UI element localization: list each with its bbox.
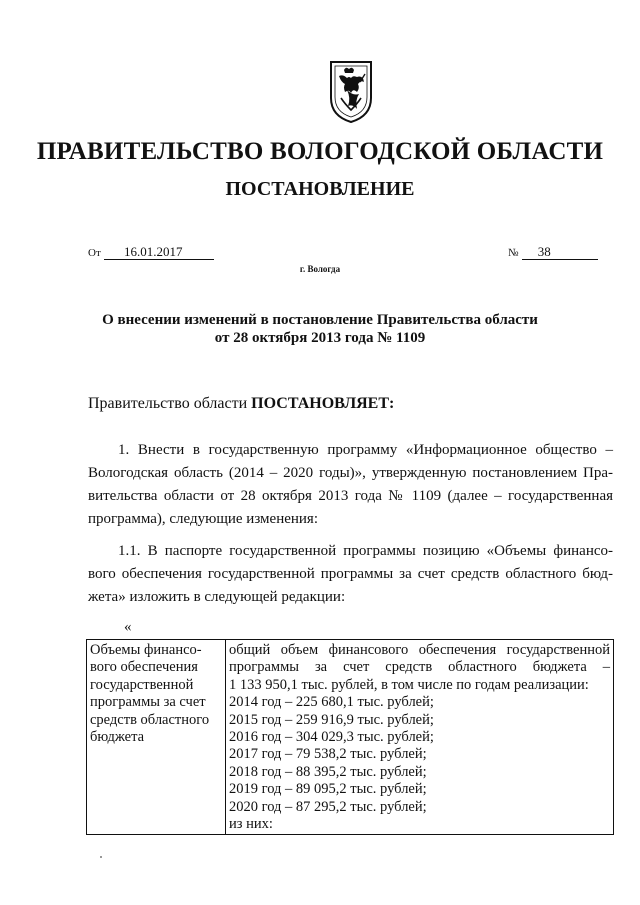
cell-line: 2014 год – 225 680,1 тыс. рублей; bbox=[229, 694, 434, 711]
position-cell bbox=[87, 640, 226, 835]
cell-line: общий объем финансового обеспечения государственной bbox=[229, 642, 610, 658]
text-line: 1. Внести в государственную программу «Информационное общество – bbox=[118, 442, 613, 458]
cell-line: вого обеспечения bbox=[90, 659, 198, 676]
document-heading bbox=[0, 311, 640, 347]
cell-line: 2017 год – 79 538,2 тыс. рублей; bbox=[229, 746, 427, 763]
text-line: 1.1. В паспорте государственной программы позицию «Объемы финансо- bbox=[118, 543, 613, 559]
date-line bbox=[88, 244, 214, 260]
government-title: ПРАВИТЕЛЬСТВО ВОЛОГОДСКОЙ ОБЛАСТИ bbox=[36, 138, 604, 165]
text-line: вительства области от 28 октября 2013 года № 1109 (далее – государственная bbox=[88, 488, 613, 504]
decree-statement bbox=[88, 395, 394, 413]
date-label: От bbox=[88, 247, 101, 259]
number-line bbox=[508, 244, 598, 260]
cell-line: из них: bbox=[229, 816, 273, 833]
cell-line: программы за счет средств областного бюджета – bbox=[229, 659, 610, 676]
passport-table bbox=[86, 639, 614, 835]
cell-line: программы за счет bbox=[90, 694, 206, 711]
cell-line: 2016 год – 304 029,3 тыс. рублей; bbox=[229, 729, 434, 746]
text-line: программа), следующие изменения: bbox=[88, 511, 318, 527]
text-line: жета» изложить в следующей редакции: bbox=[88, 589, 346, 605]
document-type: ПОСТАНОВЛЕНИЕ bbox=[225, 178, 415, 200]
cell-line: 2015 год – 259 916,9 тыс. рублей; bbox=[229, 711, 434, 728]
number-label: № bbox=[508, 247, 519, 259]
value-cell bbox=[226, 640, 614, 835]
text-line: вого обеспечения государственной программы за счет средств областного бюд- bbox=[88, 566, 613, 582]
paragraph-1 bbox=[88, 439, 613, 531]
heading-line: О внесении изменений в постановление Правительства области bbox=[102, 312, 538, 328]
cell-line: 2018 год – 88 395,2 тыс. рублей; bbox=[229, 763, 427, 780]
cell-line: 2020 год – 87 295,2 тыс. рублей; bbox=[229, 798, 427, 815]
cell-line: средств областного bbox=[90, 711, 210, 728]
paragraph-1-1 bbox=[88, 540, 613, 609]
cell-line: бюджета bbox=[90, 729, 145, 746]
decree-prefix: Правительство области bbox=[88, 395, 248, 412]
decree-verb: ПОСТАНОВЛЯЕТ: bbox=[251, 395, 395, 412]
city-label: г. Вологда bbox=[299, 264, 341, 274]
document-number: 38 bbox=[522, 245, 598, 260]
cell-line: Объемы финансо- bbox=[90, 642, 202, 658]
cell-line: 1 133 950,1 тыс. рублей, в том числе по годам реализации: bbox=[229, 676, 589, 693]
vologda-coat-of-arms-icon bbox=[327, 60, 375, 124]
cell-line: государственной bbox=[90, 676, 194, 693]
opening-quote: « bbox=[124, 619, 132, 635]
heading-line: от 28 октября 2013 года № 1109 bbox=[214, 330, 426, 346]
cell-line: 2019 год – 89 095,2 тыс. рублей; bbox=[229, 781, 427, 798]
scan-speck bbox=[100, 856, 102, 858]
text-line: Вологодская область (2014 – 2020 годы)», утвержденную постановлением Пра- bbox=[88, 465, 613, 481]
table-row bbox=[87, 640, 614, 835]
document-date: 16.01.2017 bbox=[104, 245, 214, 260]
